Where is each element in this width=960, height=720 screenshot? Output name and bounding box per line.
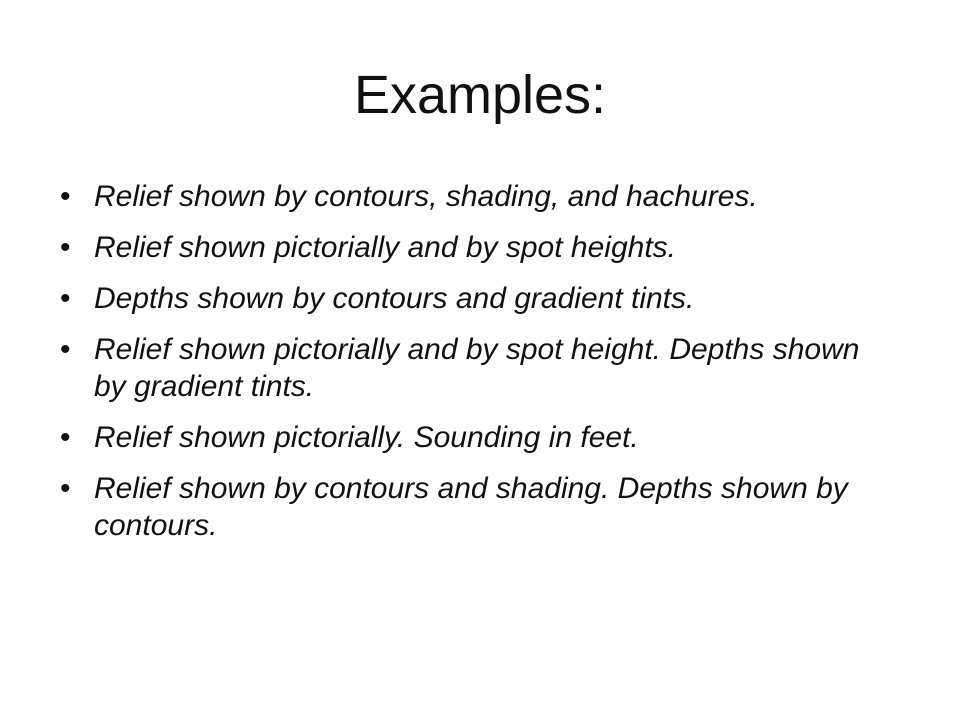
bullet-item	[56, 178, 896, 215]
bullet-dot-icon: •	[60, 333, 71, 366]
bullet-text: Relief shown pictorially and by spot height. Depths shown by gradient tints.	[94, 333, 860, 403]
bullet-text: Depths shown by contours and gradient tints.	[94, 282, 695, 315]
bullet-item	[56, 280, 896, 317]
bullet-text: Relief shown by contours, shading, and hachures.	[94, 180, 758, 213]
bullet-list	[56, 178, 896, 558]
bullet-text: Relief shown pictorially. Sounding in feet.	[94, 421, 639, 454]
bullet-item	[56, 470, 896, 544]
bullet-item	[56, 331, 896, 405]
bullet-dot-icon: •	[60, 421, 71, 454]
bullet-dot-icon: •	[60, 472, 71, 505]
bullet-item	[56, 229, 896, 266]
bullet-text: Relief shown pictorially and by spot heights.	[94, 231, 676, 264]
bullet-dot-icon: •	[60, 180, 71, 213]
bullet-text: Relief shown by contours and shading. Depths shown by contours.	[94, 472, 848, 542]
bullet-dot-icon: •	[60, 282, 71, 315]
bullet-dot-icon: •	[60, 231, 71, 264]
slide-title: Examples:	[353, 65, 607, 125]
bullet-item	[56, 419, 896, 456]
